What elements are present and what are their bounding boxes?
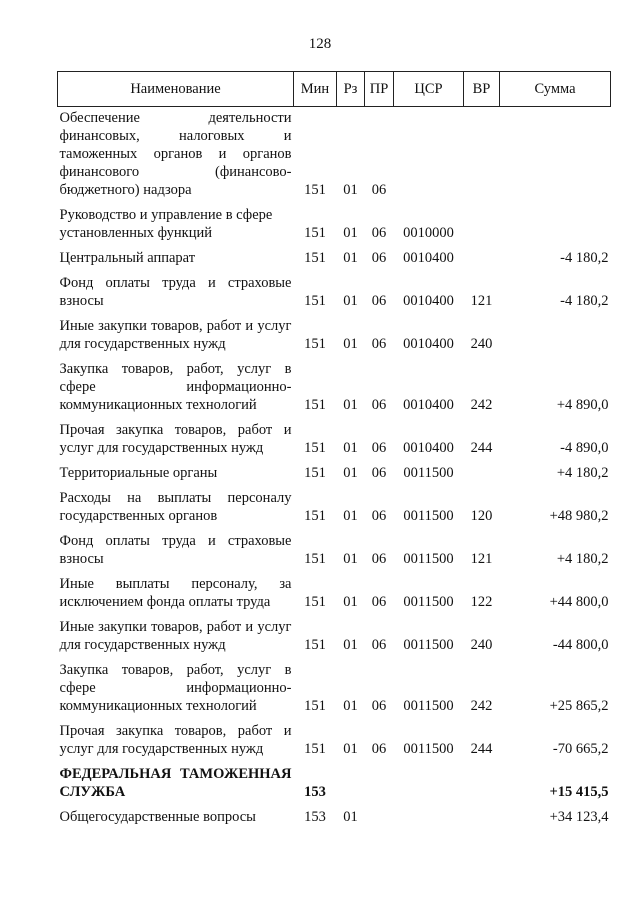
row-sum: -4 890,0 [560,440,609,456]
row-min: 151 [304,465,326,481]
row-rz: 01 [343,508,358,524]
row-sum: -4 180,2 [560,293,609,309]
row-rz: 01 [343,397,358,413]
table-row [58,487,611,530]
row-sum: -44 800,0 [552,637,609,653]
row-name: Иные выплаты персоналу, за исключением фонда оплаты труда [59,576,292,610]
table-row [58,573,611,616]
row-name: Фонд оплаты труда и страховые взносы [59,275,292,309]
row-csr: 0010400 [403,293,454,309]
row-sum: -4 180,2 [560,250,609,266]
row-csr: 0010400 [403,336,454,352]
page-number: 128 [308,36,332,52]
row-sum [500,204,611,247]
row-vr [464,204,500,247]
row-sum [500,315,611,358]
table-row [58,763,611,806]
row-rz: 01 [343,293,358,309]
row-vr: 242 [470,698,493,714]
row-name: Иные закупки товаров, работ и услуг для государственных нужд [59,318,292,352]
row-vr: 121 [470,293,493,309]
header-name: Наименование [58,72,294,107]
row-rz: 01 [343,741,358,757]
row-min: 151 [304,637,326,653]
row-rz: 01 [343,250,358,266]
table-body [58,107,611,832]
row-vr: 240 [470,637,493,653]
row-sum: +4 180,2 [556,465,609,481]
header-min: Мин [294,72,337,107]
row-min: 151 [304,698,326,714]
row-rz: 01 [343,225,358,241]
row-csr: 0011500 [403,637,454,653]
row-name: Закупка товаров, работ, услуг в сфере информационно-коммуникационных технологий [59,662,292,714]
row-name: Общегосударственные вопросы [59,809,256,825]
row-pr: 06 [371,465,387,481]
row-min: 151 [304,182,326,198]
table-row [58,462,611,487]
row-rz: 01 [343,637,358,653]
row-sum: +15 415,5 [549,784,609,800]
row-pr: 06 [371,508,387,524]
row-vr: 242 [470,397,493,413]
table-row [58,315,611,358]
row-csr: 0011500 [403,698,454,714]
row-min: 151 [304,440,326,456]
row-min: 151 [304,594,326,610]
row-min: 151 [304,741,326,757]
row-pr: 06 [371,440,387,456]
row-pr: 06 [371,698,387,714]
table-row [58,272,611,315]
row-vr [464,763,500,806]
row-csr: 0011500 [403,594,454,610]
row-sum: +48 980,2 [549,508,609,524]
row-min: 151 [304,508,326,524]
row-rz: 01 [343,440,358,456]
table-row [58,358,611,419]
row-vr [464,462,500,487]
row-pr: 06 [371,225,387,241]
row-name: Руководство и управление в сфере установленных функций [59,207,273,241]
row-rz: 01 [343,336,358,352]
row-name: Закупка товаров, работ, услуг в сфере информационно-коммуникационных технологий [59,361,292,413]
row-name: Территориальные органы [59,465,218,481]
table-row [58,419,611,462]
row-pr: 06 [371,551,387,567]
row-vr: 240 [470,336,493,352]
table-row [58,659,611,720]
row-pr [365,806,394,831]
table-row [58,616,611,659]
row-vr: 122 [470,594,493,610]
budget-table [57,71,611,831]
row-csr: 0011500 [403,508,454,524]
row-name: ФЕДЕРАЛЬНАЯ ТАМОЖЕННАЯ СЛУЖБА [59,766,292,800]
row-pr: 06 [371,336,387,352]
header-pr: ПР [365,72,394,107]
row-sum: +4 180,2 [556,551,609,567]
row-pr: 06 [371,182,387,198]
row-min: 151 [304,293,326,309]
row-rz: 01 [343,594,358,610]
row-csr [394,806,464,831]
table-row [58,530,611,573]
row-pr: 06 [371,250,387,266]
row-min: 153 [304,809,326,825]
row-min: 151 [304,250,326,266]
table-row [58,204,611,247]
header-vr: ВР [464,72,500,107]
row-pr: 06 [371,397,387,413]
row-csr: 0010000 [403,225,454,241]
row-name: Прочая закупка товаров, работ и услуг для государственных нужд [59,422,292,456]
row-csr: 0011500 [403,551,454,567]
row-name: Расходы на выплаты персоналу государственных органов [59,490,292,524]
row-vr: 244 [470,440,493,456]
row-name: Фонд оплаты труда и страховые взносы [59,533,292,567]
row-pr: 06 [371,741,387,757]
row-sum: +4 890,0 [556,397,609,413]
row-vr: 120 [470,508,493,524]
row-pr: 06 [371,637,387,653]
table-row [58,806,611,831]
table-header-row [58,72,611,107]
row-csr: 0011500 [403,741,454,757]
row-rz: 01 [343,551,358,567]
row-rz [337,763,365,806]
table-row [58,720,611,763]
row-sum: +44 800,0 [549,594,609,610]
row-sum: +25 865,2 [549,698,609,714]
row-vr: 121 [470,551,493,567]
row-vr: 244 [470,741,493,757]
header-rz: Рз [337,72,365,107]
row-rz: 01 [343,465,358,481]
row-rz: 01 [343,809,358,825]
header-csr: ЦСР [394,72,464,107]
row-name: Иные закупки товаров, работ и услуг для государственных нужд [59,619,292,653]
row-name: Центральный аппарат [59,250,196,266]
row-pr [365,763,394,806]
row-csr: 0010400 [403,250,454,266]
row-pr: 06 [371,293,387,309]
row-sum: -70 665,2 [552,741,609,757]
row-csr: 0010400 [403,440,454,456]
row-min: 153 [304,784,326,800]
row-vr [464,806,500,831]
row-min: 151 [304,225,326,241]
row-min: 151 [304,551,326,567]
row-pr: 06 [371,594,387,610]
row-name: Обеспечение деятельности финансовых, налоговых и таможенных органов и органов финансового (финансово-бюджетного) надзора [59,110,292,198]
row-rz: 01 [343,698,358,714]
row-csr: 0010400 [403,397,454,413]
row-vr [464,247,500,272]
row-csr: 0011500 [403,465,454,481]
table-row [58,107,611,205]
table-row [58,247,611,272]
row-sum [500,107,611,205]
row-vr [464,107,500,205]
row-sum: +34 123,4 [549,809,609,825]
row-name: Прочая закупка товаров, работ и услуг для государственных нужд [59,723,292,757]
header-sum: Сумма [500,72,611,107]
row-rz: 01 [343,182,358,198]
row-csr [394,107,464,205]
row-csr [394,763,464,806]
row-min: 151 [304,397,326,413]
row-min: 151 [304,336,326,352]
